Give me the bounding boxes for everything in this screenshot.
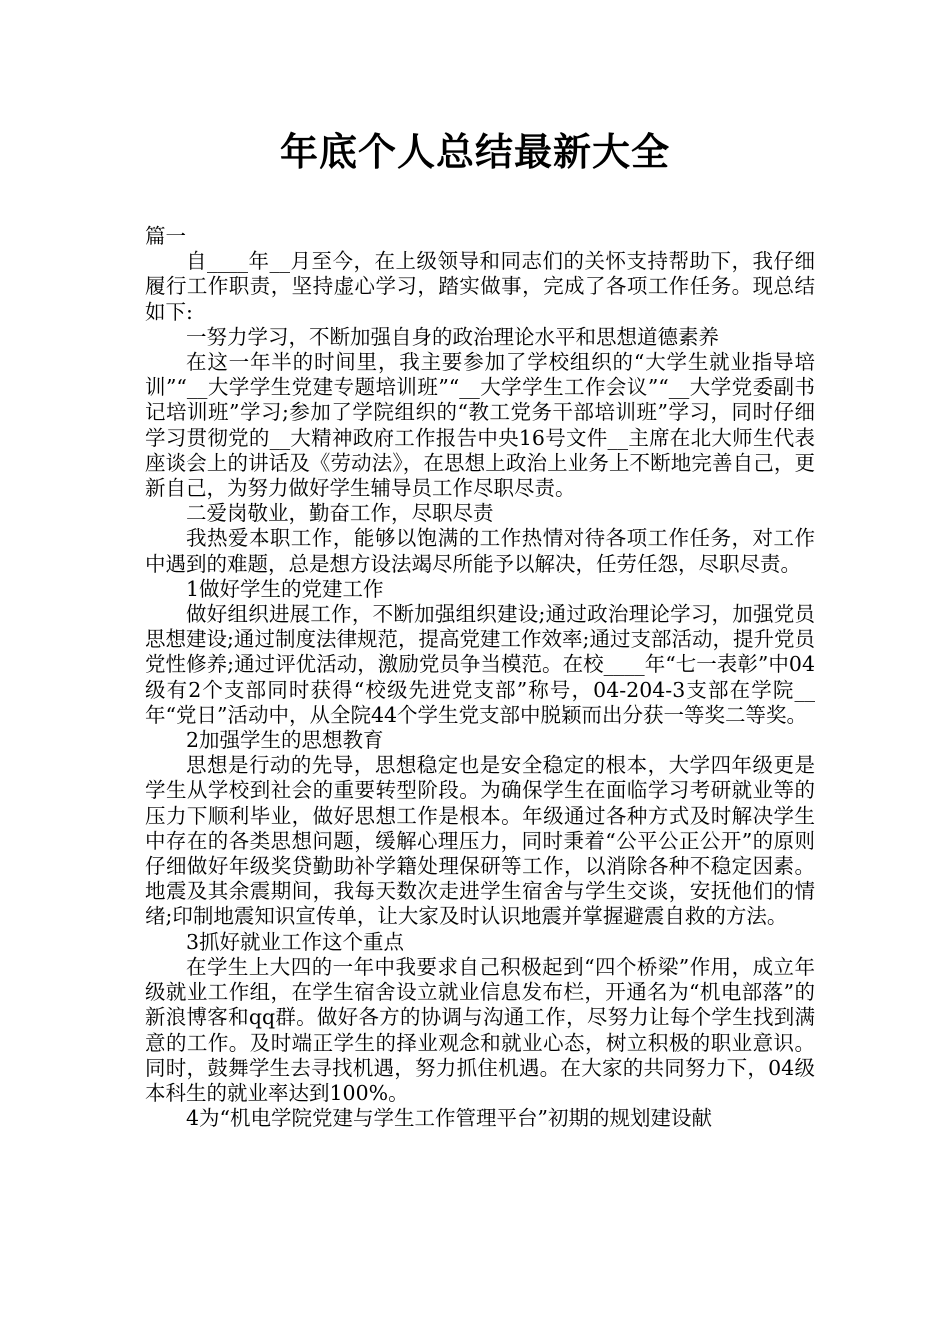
body-paragraph: 一努力学习，不断加强自身的政治理论水平和思想道德素养 [186,324,719,349]
document-body [145,224,815,1131]
body-paragraph: 篇一 [145,224,186,248]
body-paragraph: 1做好学生的党建工作 [186,576,384,601]
document-title: 年底个人总结最新大全 [279,130,670,174]
body-paragraph: 在这一年半的时间里，我主要参加了学校组织的“大学生就业指导培训”“__大学学生党建专题培训班”“__大学学生工作会议”“__大学党委副书记培训班”学习;参加了学院组织的“教工党务干部培训班”学习，同时仔细学习贯彻党的__大精神政府工作报告中央16号文件__主席在北大师生代表座谈会上的讲话及《劳动法》，在思想上政治上业务上不断地完善自己，更新自己，为努力做好学生辅导员工作尽职尽责。 [145,350,815,501]
body-paragraph: 我热爱本职工作，能够以饱满的工作热情对待各项工作任务，对工作中遇到的难题，总是想方设法竭尽所能予以解决，任劳任怨，尽职尽责。 [145,526,815,576]
body-paragraph: 做好组织进展工作，不断加强组织建设;通过政治理论学习，加强党员思想建设;通过制度法律规范，提高党建工作效率;通过支部活动，提升党员党性修养;通过评优活动，激励党员争当模范。在校____年“七一表彰”中04级有2个支部同时获得“校级先进党支部”称号，04-204-3支部在学院__年“党日”活动中，从全院44个学生党支部中脱颖而出分获一等奖二等奖。 [145,602,815,727]
body-paragraph: 二爱岗敬业，勤奋工作，尽职尽责 [186,501,494,526]
body-paragraph: 4为“机电学院党建与学生工作管理平台”初期的规划建设献 [186,1106,713,1131]
body-paragraph: 2加强学生的思想教育 [186,728,384,753]
body-paragraph: 3抓好就业工作这个重点 [186,929,405,954]
body-paragraph: 思想是行动的先导，思想稳定也是安全稳定的根本，大学四年级更是学生从学校到社会的重要转型阶段。为确保学生在面临学习考研就业等的压力下顺利毕业，做好思想工作是根本。年级通过各种方式及时解决学生中存在的各类思想问题，缓解心理压力，同时秉着“公平公正公开”的原则仔细做好年级奖贷勤助补学籍处理保研等工作，以消除各种不稳定因素。地震及其余震期间，我每天数次走进学生宿舍与学生交谈，安抚他们的情绪;印制地震知识宣传单，让大家及时认识地震并掌握避震自救的方法。 [145,753,815,929]
body-paragraph: 自____年__月至今，在上级领导和同志们的关怀支持帮助下，我仔细履行工作职责，坚持虚心学习，踏实做事，完成了各项工作任务。现总结如下: [145,249,815,324]
body-paragraph: 在学生上大四的一年中我要求自己积极起到“四个桥梁”作用，成立年级就业工作组，在学生宿舍设立就业信息发布栏，开通名为“机电部落”的新浪博客和qq群。做好各方的协调与沟通工作，尽努力让每个学生找到满意的工作。及时端正学生的择业观念和就业心态，树立积极的职业意识。同时，鼓舞学生去寻找机遇，努力抓住机遇。在大家的共同努力下，04级本科生的就业率达到100%。 [145,954,815,1105]
